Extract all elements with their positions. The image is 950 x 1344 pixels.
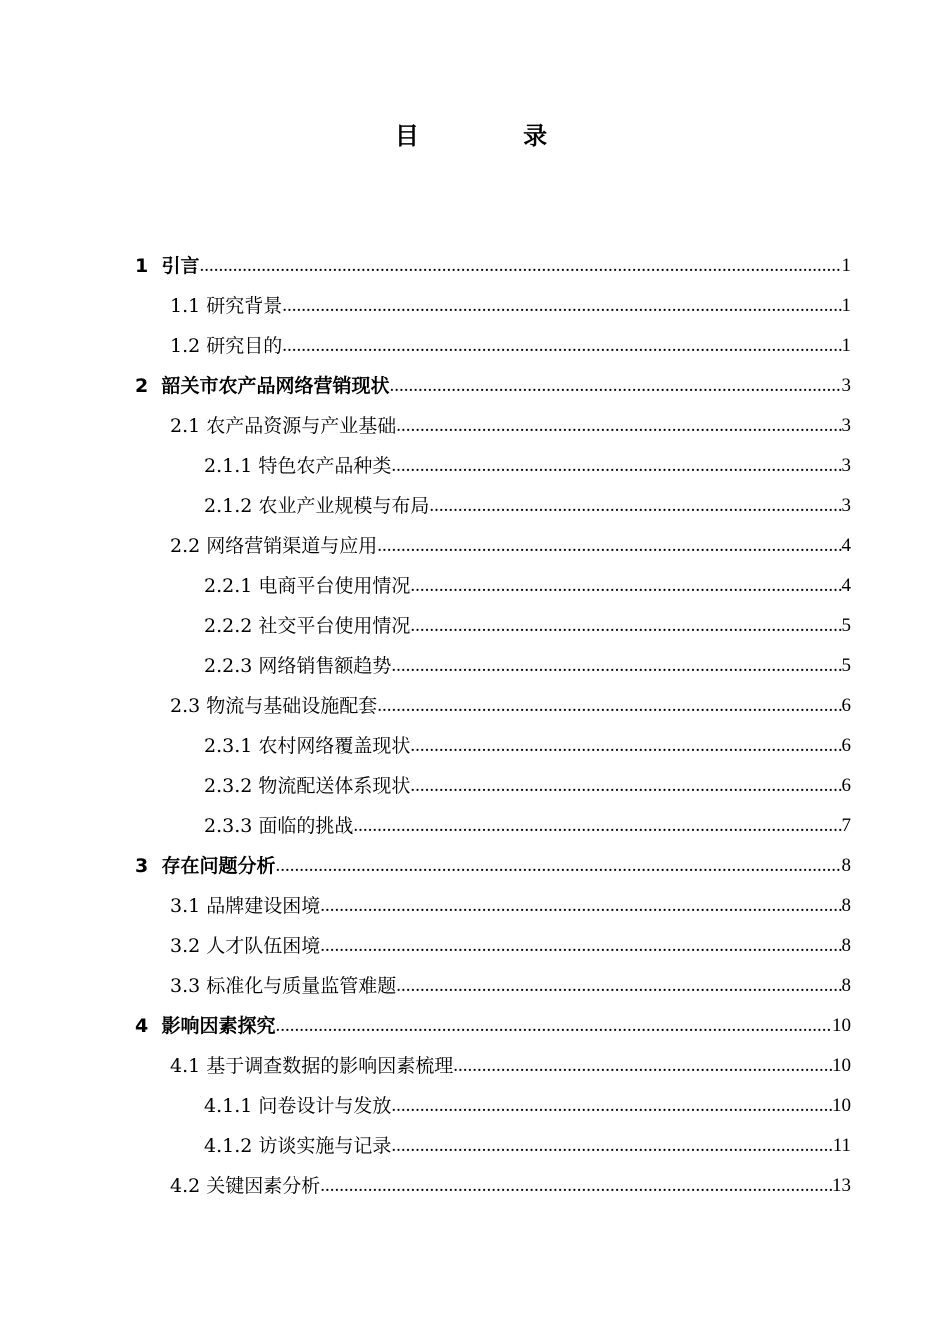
toc-entry-text: 问卷设计与发放 [258,1095,392,1117]
toc-entry-label [170,286,282,326]
toc-entry-page-number: 1 [841,335,851,356]
dot-leader [320,886,841,926]
toc-entry-number: 2.2.2 [204,615,253,637]
toc-entry-label [170,526,377,566]
toc-entry-page-number: 10 [832,1015,851,1036]
dot-leader [429,486,841,526]
toc-entry-number: 4.1.1 [204,1095,253,1117]
toc-entry-number: 1.1 [170,295,201,317]
toc-entry-text: 研究目的 [206,335,283,357]
toc-entry-label [135,246,199,286]
toc-entry-text: 影响因素探究 [161,1015,276,1037]
toc-entry[interactable] [170,1166,851,1206]
toc-entry-number: 2.2.3 [204,655,253,677]
toc-entry-text: 社交平台使用情况 [258,615,411,637]
toc-entry-number: 1.2 [170,335,201,357]
toc-entry[interactable] [170,526,851,566]
toc-entry-number: 3.3 [170,975,201,997]
toc-entry[interactable] [170,966,851,1006]
toc-entry[interactable] [204,566,851,606]
toc-entry[interactable] [170,686,851,726]
dot-leader [320,1166,832,1206]
toc-entry-number: 2.3 [170,695,201,717]
toc-entry[interactable] [135,1006,851,1046]
toc-entry[interactable] [170,1046,851,1086]
toc-entry-label [204,726,410,766]
toc-entry-label [135,846,275,886]
toc-entry-text: 特色农产品种类 [258,455,392,477]
toc-entry-number: 2 [135,375,149,397]
toc-entry[interactable] [170,406,851,446]
toc-entry-page-number: 8 [841,895,851,916]
toc-entry-label [170,1046,453,1086]
toc-entry-label [170,326,282,366]
toc-entry-page-number: 4 [841,535,851,556]
dot-leader [199,246,841,286]
toc-entry-label [204,1086,391,1126]
toc-entry[interactable] [204,1126,851,1166]
toc-entry-page-number: 8 [841,935,851,956]
toc-entry-number: 2.3.1 [204,735,253,757]
toc-entry-page-number: 5 [841,615,851,636]
toc-entry-text: 基于调查数据的影响因素梳理 [206,1055,454,1077]
toc-entry-label [135,366,389,406]
toc-entry-text: 面临的挑战 [258,815,354,837]
toc-entry-label [204,1126,391,1166]
toc-entry-number: 2.3.2 [204,775,253,797]
toc-entry-text: 标准化与质量监管难题 [206,975,397,997]
dot-leader [275,1006,832,1046]
toc-entry-page-number: 3 [841,375,851,396]
dot-leader [391,1086,832,1126]
toc-entry[interactable] [204,606,851,646]
toc-entry[interactable] [170,326,851,366]
toc-entry-label [204,566,410,606]
toc-entry-text: 物流配送体系现状 [258,775,411,797]
toc-entry-page-number: 6 [841,735,851,756]
toc-entry[interactable] [204,646,851,686]
toc-entry[interactable] [204,1086,851,1126]
toc-entry[interactable] [204,486,851,526]
toc-entry-number: 4.1.2 [204,1135,253,1157]
toc-entry[interactable] [204,766,851,806]
toc-entry-page-number: 3 [841,415,851,436]
toc-entry-label [135,1006,275,1046]
dot-leader [396,966,841,1006]
toc-entry-label [170,686,377,726]
toc-entry-label [170,966,396,1006]
toc-entry-label [170,886,320,926]
toc-entry-label [170,926,320,966]
dot-leader [410,566,841,606]
toc-entry-number: 4.1 [170,1055,201,1077]
toc-entry-number: 3.1 [170,895,201,917]
toc-entry-text: 网络销售额趋势 [258,655,392,677]
toc-entry-page-number: 7 [841,815,851,836]
toc-entry-text: 研究背景 [206,295,283,317]
toc-entry-number: 4 [135,1015,149,1037]
toc-entry-label [204,486,429,526]
dot-leader [377,686,841,726]
dot-leader [377,526,841,566]
dot-leader [396,406,841,446]
toc-entry-page-number: 6 [841,695,851,716]
dot-leader [391,1126,832,1166]
toc-entry-number: 4.2 [170,1175,201,1197]
toc-entry-label [170,406,396,446]
toc-entry-number: 2.1.2 [204,495,253,517]
toc-entry-label [170,1166,320,1206]
toc-entry[interactable] [204,806,851,846]
toc-entry-number: 2.1 [170,415,201,437]
toc-entry[interactable] [170,926,851,966]
toc-entry-text: 韶关市农产品网络营销现状 [161,375,390,397]
toc-entry-number: 2.1.1 [204,455,253,477]
dot-leader [275,846,841,886]
toc-entry-text: 品牌建设困境 [206,895,321,917]
toc-entry-page-number: 13 [832,1175,851,1196]
dot-leader [410,766,841,806]
toc-entry-text: 农业产业规模与布局 [258,495,430,517]
toc-entry[interactable] [135,246,851,286]
toc-entry-page-number: 1 [841,295,851,316]
dot-leader [282,326,841,366]
toc-entry-text: 物流与基础设施配套 [206,695,378,717]
toc-entry-page-number: 11 [832,1135,851,1156]
toc-entry-text: 引言 [161,255,200,277]
dot-leader [353,806,841,846]
toc-entry-label [204,446,391,486]
toc-entry-number: 2.3.3 [204,815,253,837]
toc-entry-page-number: 6 [841,775,851,796]
dot-leader [410,726,841,766]
toc-entry-text: 关键因素分析 [206,1175,321,1197]
toc-entry-page-number: 4 [841,575,851,596]
toc-entry[interactable] [170,886,851,926]
toc-entry-label [204,806,353,846]
toc-entry-page-number: 8 [841,855,851,876]
toc-entry-number: 3 [135,855,149,877]
toc-entry-label [204,646,391,686]
toc-entry[interactable] [204,726,851,766]
toc-entry[interactable] [135,366,851,406]
dot-leader [410,606,841,646]
toc-entry[interactable] [170,286,851,326]
toc-entry-page-number: 8 [841,975,851,996]
toc-title: 目 录 [394,122,596,150]
toc-entry-page-number: 1 [841,255,851,276]
dot-leader [391,446,841,486]
toc-entry[interactable] [204,446,851,486]
dot-leader [391,646,841,686]
dot-leader [389,366,841,406]
dot-leader [453,1046,832,1086]
dot-leader [320,926,841,966]
toc-entry[interactable] [135,846,851,886]
toc-entry-number: 3.2 [170,935,201,957]
toc-entry-text: 农村网络覆盖现状 [258,735,411,757]
toc-entry-number: 2.2 [170,535,201,557]
toc-entry-page-number: 3 [841,455,851,476]
toc-entry-text: 存在问题分析 [161,855,276,877]
toc-entry-text: 访谈实施与记录 [258,1135,392,1157]
toc-entry-page-number: 3 [841,495,851,516]
toc-entry-number: 1 [135,255,149,277]
toc-entry-label [204,606,410,646]
toc-entry-text: 人才队伍困境 [206,935,321,957]
toc-entry-number: 2.2.1 [204,575,253,597]
toc-entry-text: 电商平台使用情况 [258,575,411,597]
toc-entry-page-number: 5 [841,655,851,676]
toc-entry-page-number: 10 [832,1095,851,1116]
toc-entry-text: 网络营销渠道与应用 [206,535,378,557]
toc-entry-page-number: 10 [832,1055,851,1076]
toc-entry-text: 农产品资源与产业基础 [206,415,397,437]
dot-leader [282,286,841,326]
toc-entry-label [204,766,410,806]
